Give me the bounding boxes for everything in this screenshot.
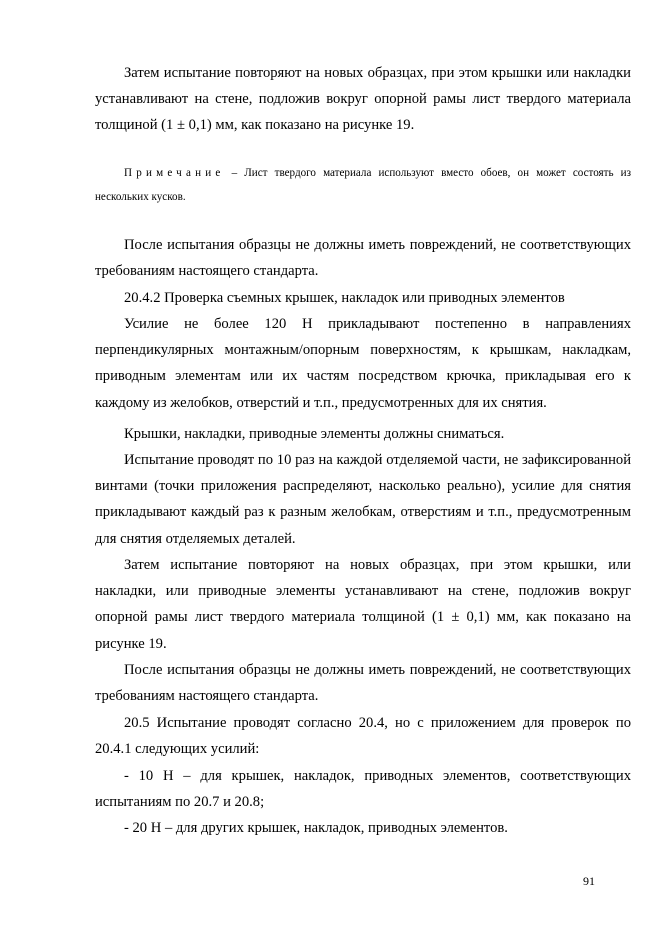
section-20-5: 20.5 Испытание проводят согласно 20.4, но с приложением для проверок по 20.4.1 следующих усилий: — [95, 715, 631, 758]
paragraph-3: Усилие не более 120 Н прикладывают постепенно в направлениях перпендикулярных монтажным/опорным поверхностям, к крышкам, накладкам, приводным элементам или их частям посредством крючка, прикладывая его к каждому из желобков, отверстий и т.п., предусмотренных для их снятия. — [95, 316, 631, 411]
note-text: – Лист твердого материала используют вместо обоев, он может состоять из нескольких кусков. — [95, 167, 631, 203]
paragraph-1: Затем испытание повторяют на новых образцах, при этом крышки или накладки устанавливают на стене, подложив вокруг опорной рамы лист твердого материала толщиной (1 ± 0,1) мм, как показано на рисунке 19. — [95, 65, 631, 134]
paragraph-7: После испытания образцы не должны иметь повреждений, не соответствующих требованиям настоящего стандарта. — [95, 662, 631, 705]
list-item-2: - 20 Н – для других крышек, накладок, приводных элементов. — [124, 820, 508, 836]
list-item-1: - 10 Н – для крышек, накладок, приводных элементов, соответствующих испытаниям по 20.7 и 20.8; — [95, 768, 631, 811]
note-label: Примечание — [124, 167, 225, 179]
paragraph-5: Испытание проводят по 10 раз на каждой отделяемой части, не зафиксированной винтами (точки приложения распределяют, насколько реально), усилие для снятия прикладывают каждый раз к разным желобкам, отверстиям и т.п., предусмотренным для снятия отделяемых деталей. — [95, 452, 631, 547]
paragraph-6: Затем испытание повторяют на новых образцах, при этом крышки, или накладки, или приводные элементы устанавливают на стене, подложив вокруг опорной рамы лист твердого материала толщиной (1 ± 0,1) мм, как показано на рисунке 19. — [95, 557, 631, 652]
note — [95, 161, 631, 209]
section-heading-20-4-2: 20.4.2 Проверка съемных крышек, накладок или приводных элементов — [124, 290, 565, 306]
paragraph-2: После испытания образцы не должны иметь повреждений, не соответствующих требованиям настоящего стандарта. — [95, 237, 631, 280]
page-number: 91 — [583, 874, 595, 888]
paragraph-4: Крышки, накладки, приводные элементы должны сниматься. — [124, 426, 505, 442]
